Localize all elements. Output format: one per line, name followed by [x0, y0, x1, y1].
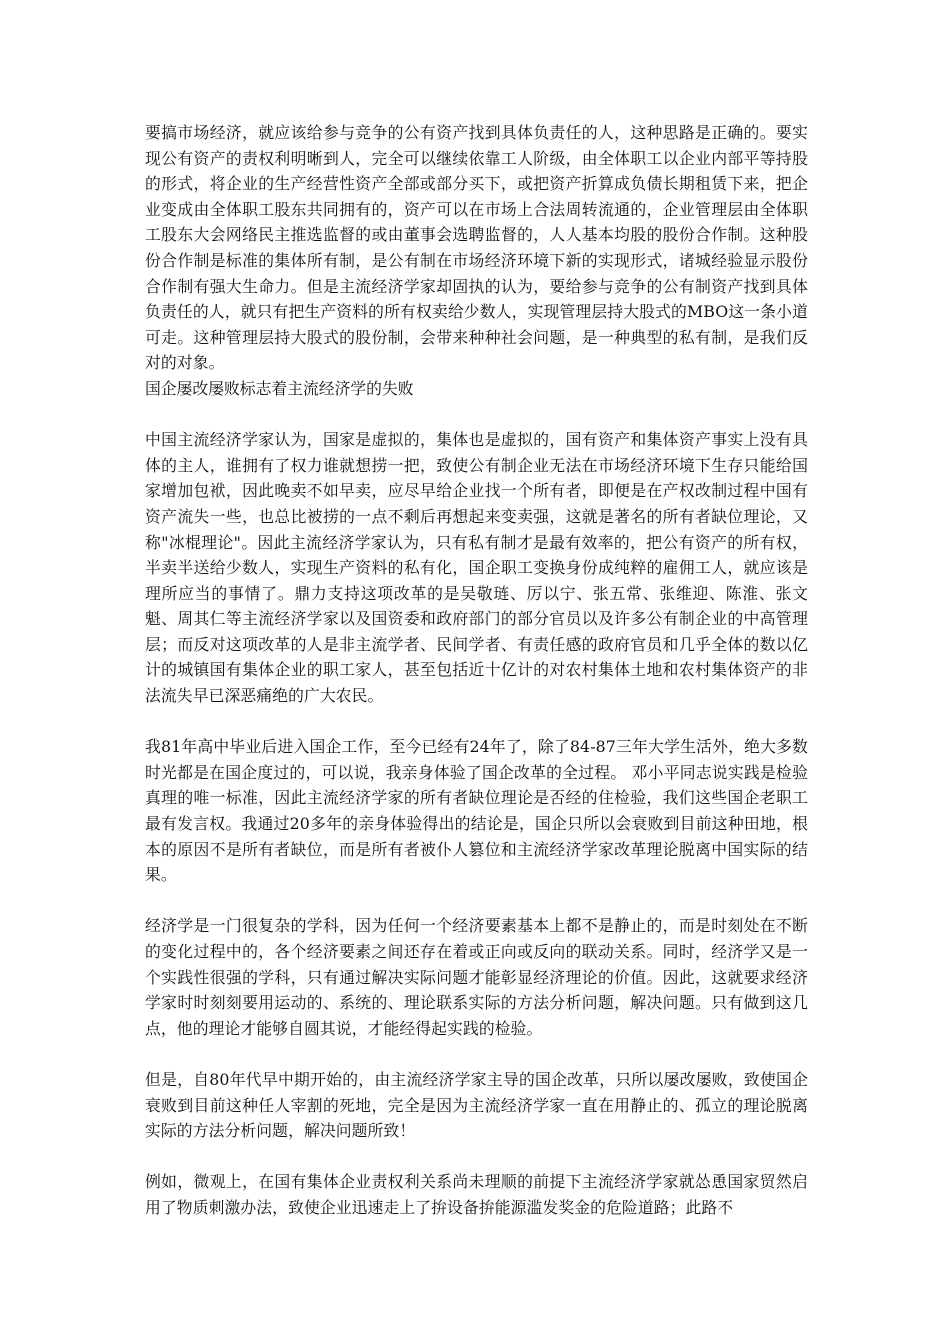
paragraph-reform-failure: 但是，自80年代早中期开始的，由主流经济学家主导的国企改革，只所以屡改屡败，致使国企衰败到目前这种任人宰割的死地，完全是因为主流经济学家一直在用静止的、孤立的理论脱离实际的方法分析问题，解决问题所致！	[145, 1069, 808, 1141]
paragraph-shareholding-cooperative: 要搞市场经济，就应该给参与竞争的公有资产找到具体负责任的人，这种思路是正确的。要实现公有资产的责权利明晰到人，完全可以继续依靠工人阶级，由全体职工以企业内部平等持股的形式，将企业的生产经营性资产全部或部分买下，或把资产折算成负债长期租赁下来，把企业变成由全体职工股东共同拥有的，资产可以在市场上合法周转流通的，企业管理层由全体职工股东大会网络民主推选监督的或由董事会选聘监督的，人人基本均股的股份合作制。这种股份合作制是标准的集体所有制，是公有制在市场经济环境下新的实现形式，诸城经验显示股份合作制有强大生命力。但是主流经济学家却固执的认为，要给参与竞争的公有制资产找到具体负责任的人，就只有把生产资料的所有权卖给少数人，实现管理层持大股式的MBO这一条小道可走。这种管理层持大股式的股份制，会带来种种社会问题，是一种典型的私有制，是我们反对的对象。	[145, 123, 808, 373]
paragraph-owner-absence-theory: 中国主流经济学家认为，国家是虚拟的，集体也是虚拟的，国有资产和集体资产事实上没有具体的主人，谁拥有了权力谁就想捞一把，致使公有制企业无法在市场经济环境下生存只能给国家增加包袱，因此晚卖不如早卖，应尽早给企业找一个所有者，即便是在产权改制过程中国有资产流失一些，也总比被捞的一点不剩后再想起来变卖强，这就是著名的所有者缺位理论，又称"冰棍理论"。因此主流经济学家认为，只有私有制才是最有效率的，把公有资产的所有权，半卖半送给少数人，实现生产资料的私有化，国企职工变换身份成纯粹的雇佣工人，就应该是理所应当的事情了。鼎力支持这项改革的是吴敬琏、厉以宁、张五常、张维迎、陈淮、张文魁、周其仁等主流经济学家以及国资委和政府部门的部分官员以及许多公有制企业的中高管理层；而反对这项改革的人是非主流学者、民间学者、有责任感的政府官员和几乎全体的数以亿计的城镇国有集体企业的职工家人，甚至包括近十亿计的对农村集体土地和农村集体资产的非法流失早已深恶痛绝的广大农民。	[145, 430, 808, 706]
paragraph-economics-discipline: 经济学是一门很复杂的学科，因为任何一个经济要素基本上都不是静止的，而是时刻处在不断的变化过程中的，各个经济要素之间还存在着或正向或反向的联动关系。同时，经济学又是一个实践性很强的学科，只有通过解决实际问题才能彰显经济理论的价值。因此，这就要求经济学家时时刻刻要用运动的、系统的、理论联系实际的方法分析问题，解决问题。只有做到这几点，他的理论才能够自圆其说，才能经得起实践的检验。	[145, 916, 808, 1038]
section-heading: 国企屡改屡败标志着主流经济学的失败	[145, 378, 414, 398]
paragraph-micro-example: 例如，微观上，在国有集体企业责权利关系尚未理顺的前提下主流经济学家就怂恿国家贸然启用了物质刺激办法，致使企业迅速走上了拚设备拚能源滥发奖金的危险道路；此路不	[145, 1172, 808, 1217]
paragraph-personal-experience: 我81年高中毕业后进入国企工作，至今已经有24年了，除了84-87三年大学生活外，绝大多数时光都是在国企度过的，可以说，我亲身体验了国企改革的全过程。 邓小平同志说实践是检验真理的唯一标准，因此主流经济学家的所有者缺位理论是否经的住检验，我们这些国企老职工最有发言权。我通过20多年的亲身体验得出的结论是，国企只所以会衰败到目前这种田地，根本的原因不是所有者缺位，而是所有者被仆人篡位和主流经济学家改革理论脱离中国实际的结果。	[145, 737, 808, 885]
document-page	[145, 120, 808, 1221]
